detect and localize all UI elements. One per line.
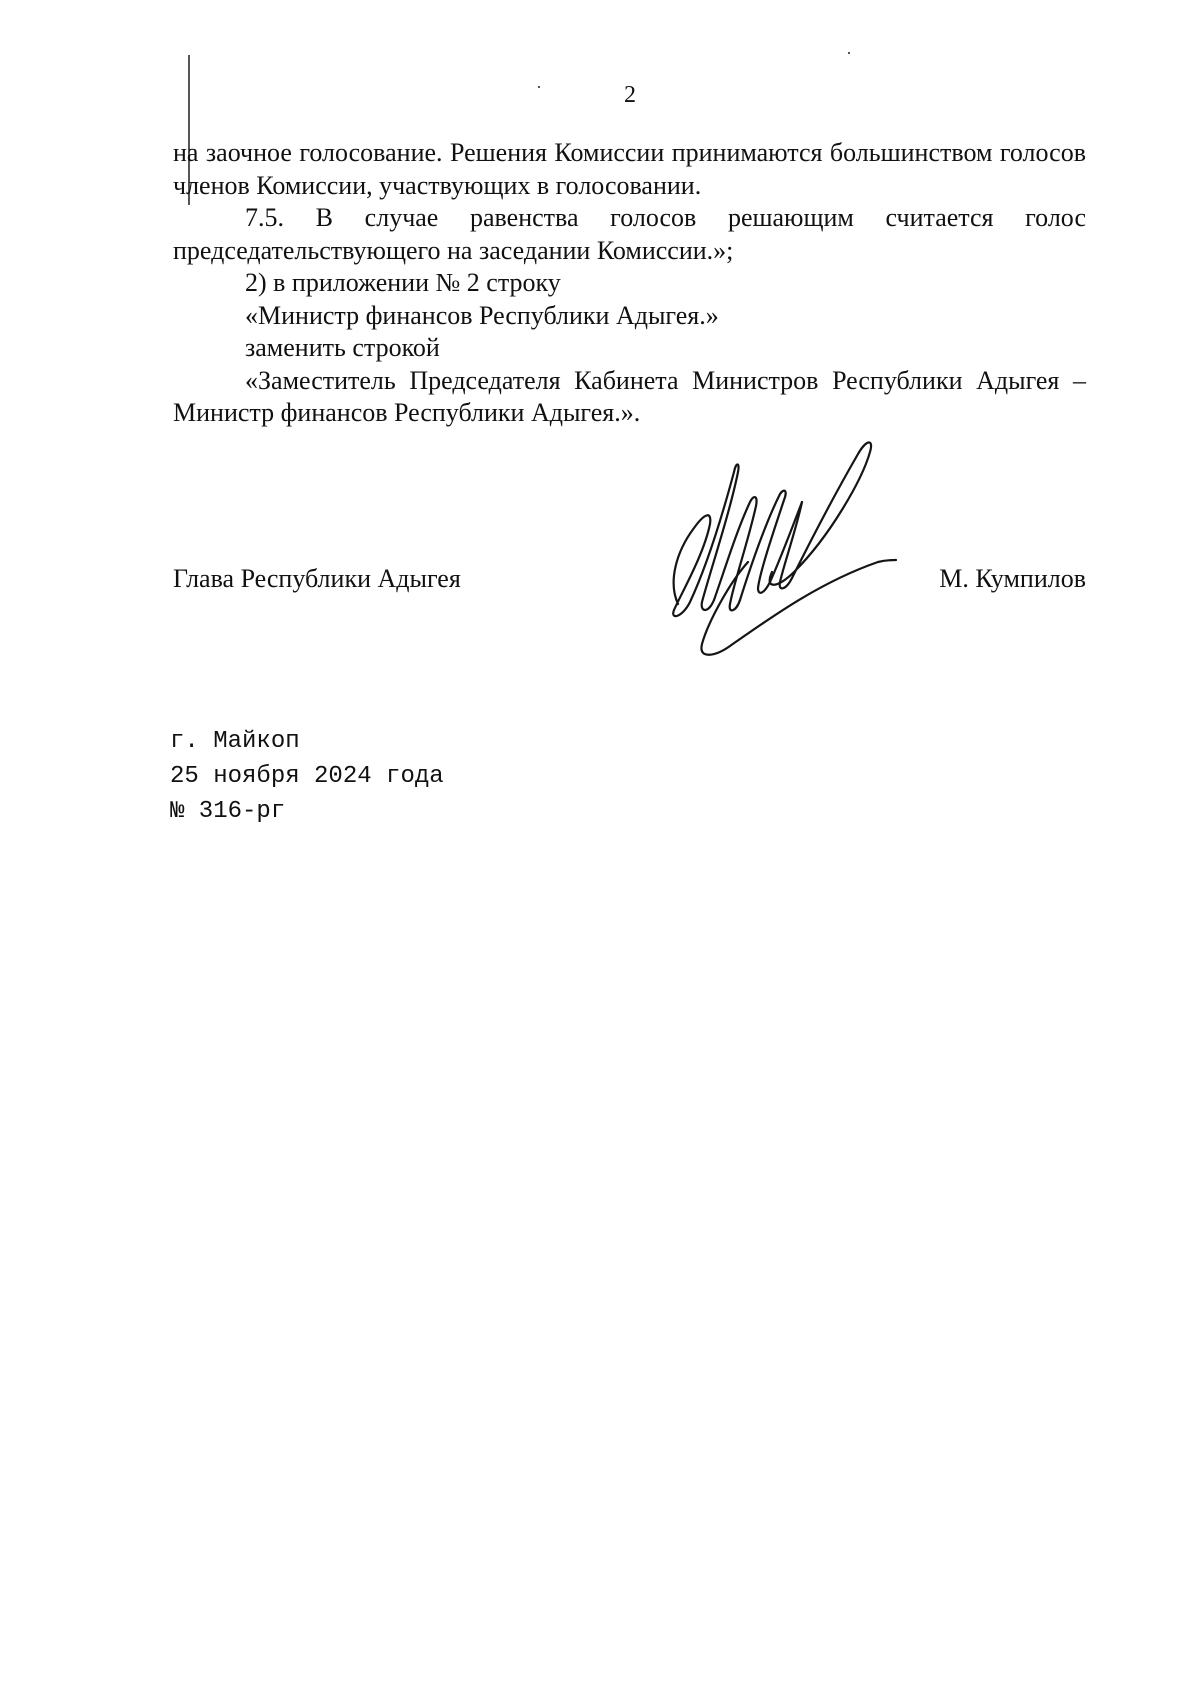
scan-speck <box>848 52 850 54</box>
paragraph-7-5: 7.5. В случае равенства голосов решающим считается голос председательствующего на заседании Комиссии.»; <box>173 203 1086 265</box>
paragraph-appendix-2: 2) в приложении № 2 строку <box>245 268 561 297</box>
signatory-title: Глава Республики Адыгея <box>173 564 461 593</box>
paragraph-new-line: «Заместитель Председателя Кабинета Министров Республики Адыгея – Министр финансов Республики Адыгея.». <box>173 365 1086 427</box>
paragraph-voting-decisions: на заочное голосование. Решения Комиссии принимаются большинством голосов членов Комиссии, участвующих в голосовании. <box>173 138 1086 200</box>
document-footer <box>170 724 444 829</box>
footer-date: 25 ноября 2024 года <box>170 763 444 790</box>
handwritten-signature <box>660 432 910 672</box>
footer-city: г. Майкоп <box>170 728 300 755</box>
signatory-name: М. Кумпилов <box>939 564 1086 593</box>
document-body <box>173 137 1086 430</box>
page-number: 2 <box>624 82 636 108</box>
footer-number: № 316-рг <box>170 798 286 825</box>
paragraph-replace-with: заменить строкой <box>245 333 440 362</box>
paragraph-old-line: «Министр финансов Республики Адыгея.» <box>245 300 719 330</box>
